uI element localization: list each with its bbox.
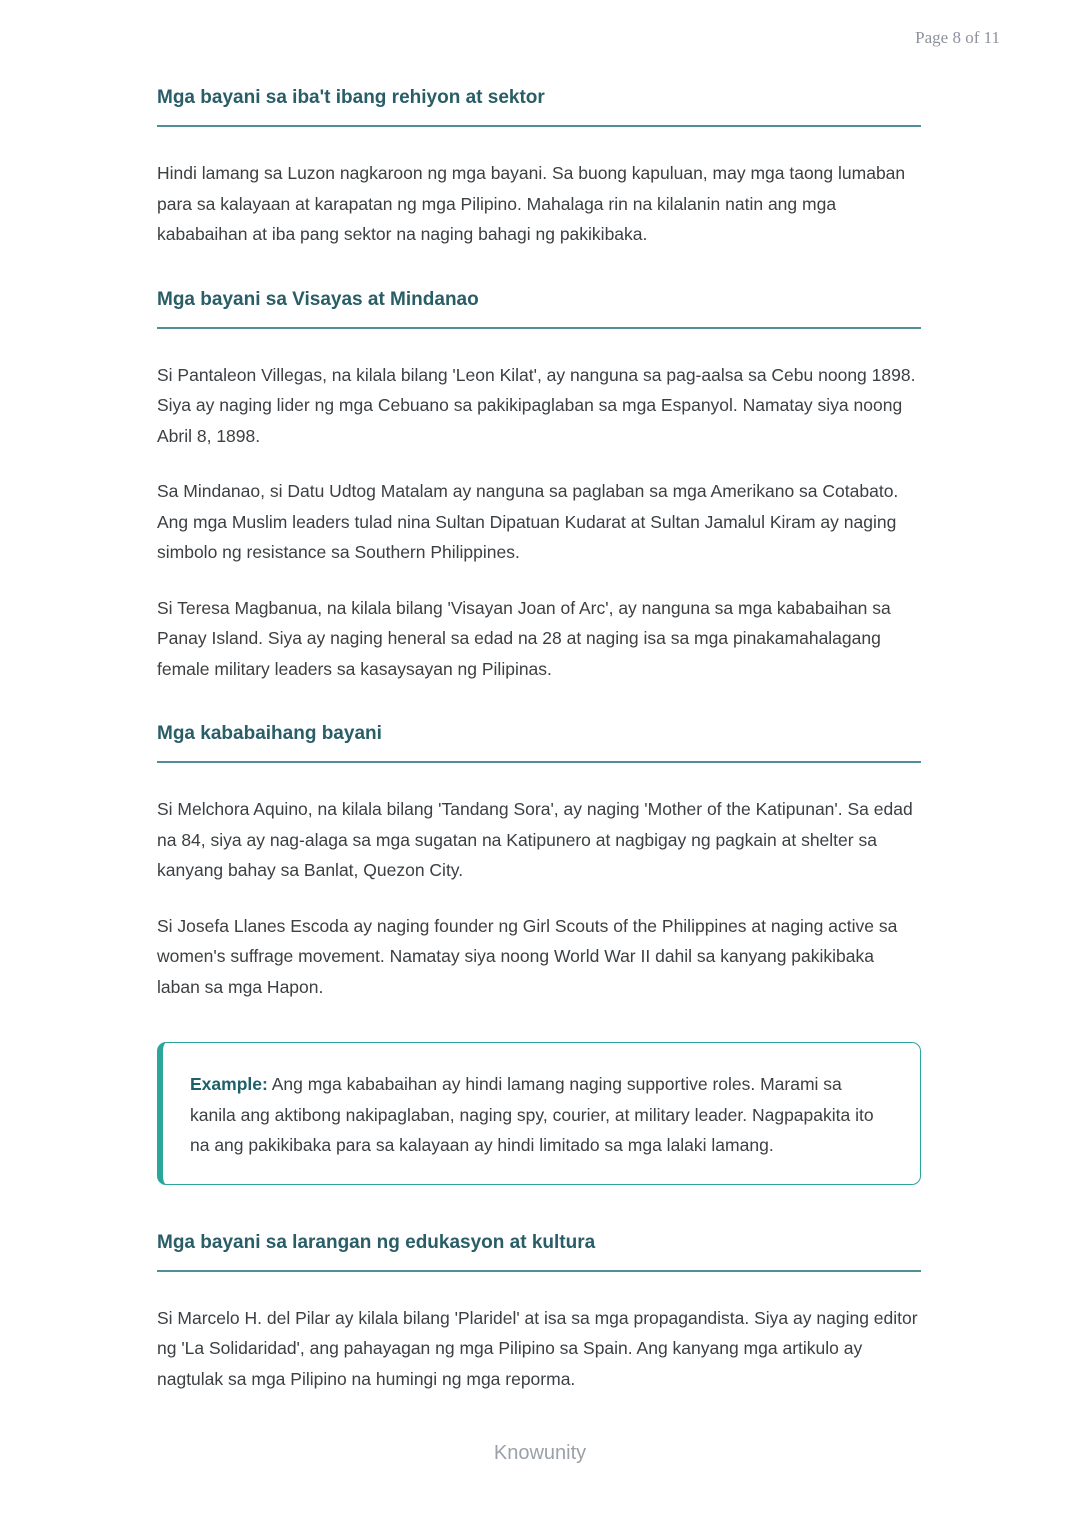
callout-label: Example: xyxy=(190,1074,268,1094)
paragraph: Si Teresa Magbanua, na kilala bilang 'Visayan Joan of Arc', ay nanguna sa mga kababaihan sa Panay Island. Siya ay naging heneral sa edad na 28 at naging isa sa mga pinakamahalagang female military leaders sa kasaysayan ng Pilipinas. xyxy=(157,597,891,679)
section-visayas-mindanao xyxy=(157,288,921,685)
section-heading: Mga bayani sa iba't ibang rehiyon at sektor xyxy=(157,86,921,127)
section-women-heroes xyxy=(157,722,921,1185)
document-content xyxy=(157,48,921,1419)
section-education-culture xyxy=(157,1231,921,1395)
section-regions-sectors xyxy=(157,86,921,250)
section-heading: Mga bayani sa Visayas at Mindanao xyxy=(157,288,921,329)
section-heading: Mga kababaihang bayani xyxy=(157,722,921,763)
paragraph: Si Pantaleon Villegas, na kilala bilang 'Leon Kilat', ay nanguna sa pag-aalsa sa Cebu noong 1898. Siya ay naging lider ng mga Cebuano sa pakikipaglaban sa mga Espanyol. Namatay siya noong Abril 8, 1898. xyxy=(157,364,916,446)
paragraph: Si Marcelo H. del Pilar ay kilala bilang 'Plaridel' at isa sa mga propagandista. Siya ay naging editor ng 'La Solidaridad', ang pahayagan ng mga Pilipino sa Spain. Ang kanyang mga artikulo ay nagtulak sa mga Pilipino na humingi ng mga reporma. xyxy=(157,1307,918,1389)
page-indicator: Page 8 of 11 xyxy=(915,28,1000,47)
callout-body: Ang mga kababaihan ay hindi lamang naging supportive roles. Marami sa kanila ang aktibong nakipaglaban, naging spy, courier, at military leader. Nagpapakita ito na ang pakikibaka para sa kalayaan ay hindi limitado sa mga lalaki lamang. xyxy=(190,1074,874,1155)
paragraph: Hindi lamang sa Luzon nagkaroon ng mga bayani. Sa buong kapuluan, may mga taong lumaban para sa kalayaan at karapatan ng mga Pilipino. Mahalaga rin na kilalanin natin ang mga kababaihan at iba pang sektor na naging bahagi ng pakikibaka. xyxy=(157,163,906,244)
section-heading: Mga bayani sa larangan ng edukasyon at kultura xyxy=(157,1231,921,1272)
footer-brand: Knowunity xyxy=(493,1442,587,1464)
paragraph: Sa Mindanao, si Datu Udtog Matalam ay nanguna sa paglaban sa mga Amerikano sa Cotabato. Ang mga Muslim leaders tulad nina Sultan Dipatuan Kudarat at Sultan Jamalul Kiram ay naging simbolo ng resistance sa Southern Philippines. xyxy=(157,481,899,562)
example-callout xyxy=(157,1042,921,1185)
callout-paragraph xyxy=(190,1069,890,1161)
paragraph: Si Josefa Llanes Escoda ay naging founder ng Girl Scouts of the Philippines at naging active sa women's suffrage movement. Namatay siya noong World War II dahil sa kanyang pakikibaka laban sa mga Hapon. xyxy=(157,915,898,997)
paragraph: Si Melchora Aquino, na kilala bilang 'Tandang Sora', ay naging 'Mother of the Katipunan'. Sa edad na 84, siya ay nag-alaga sa mga sugatan na Katipunero at nagbigay ng pagkain at shelter sa kanyang bahay sa Banlat, Quezon City. xyxy=(157,799,913,880)
